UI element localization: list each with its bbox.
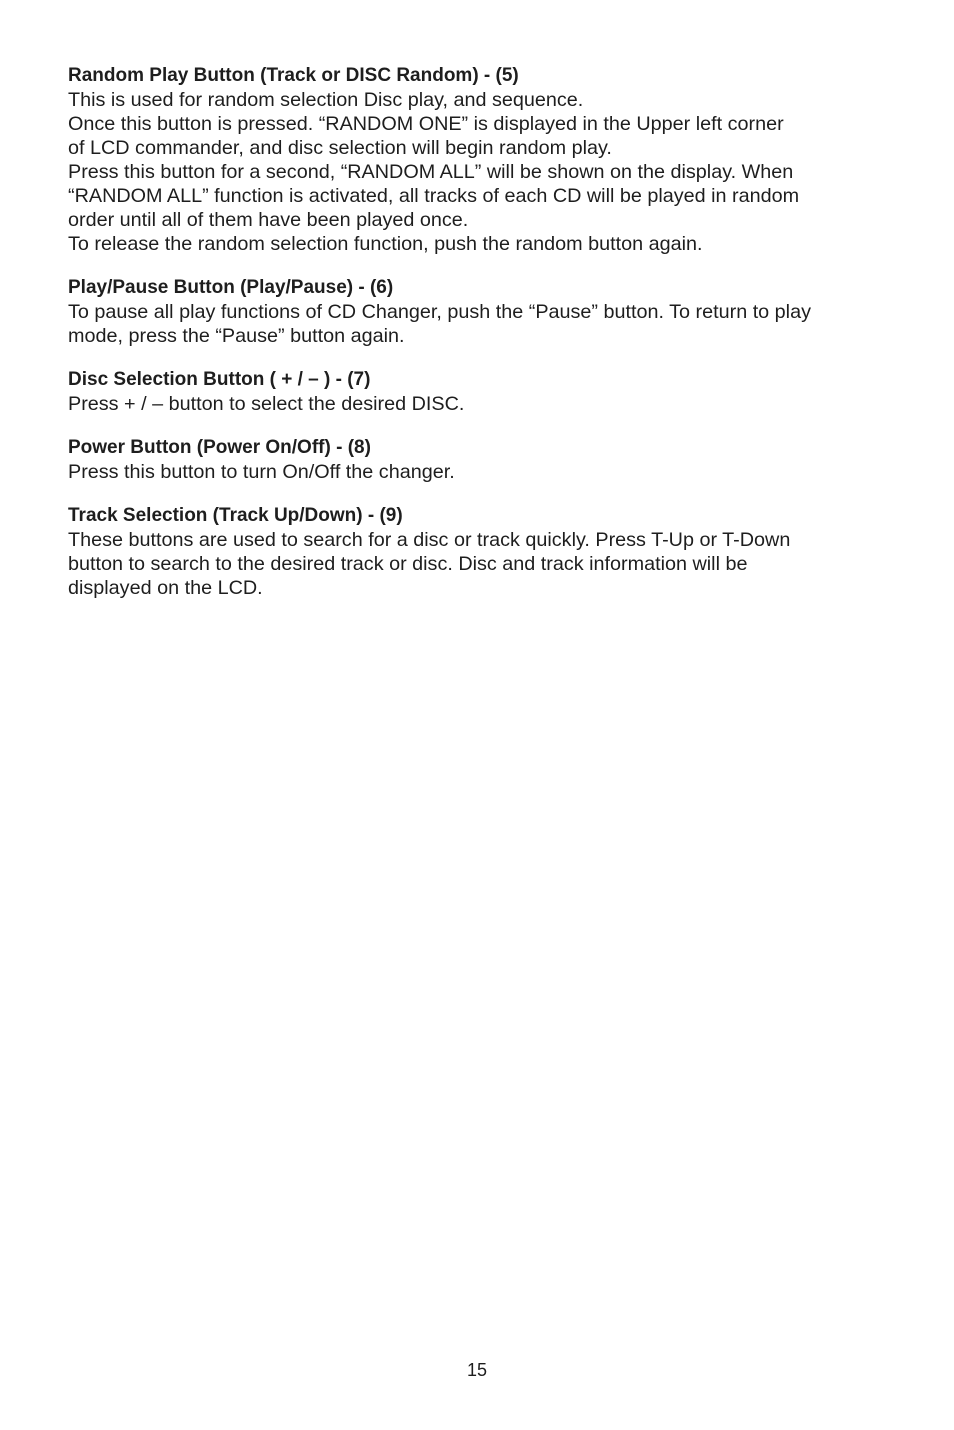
section-line: To pause all play functions of CD Changer, push the “Pause” button. To return to play xyxy=(68,301,811,323)
section-line: Once this button is pressed. “RANDOM ONE” is displayed in the Upper left corner xyxy=(68,113,784,135)
section-disc-selection xyxy=(68,368,898,416)
section-title: Random Play Button (Track or DISC Random) - (5) xyxy=(68,65,519,86)
page-number: 15 xyxy=(466,1360,488,1380)
section-line: mode, press the “Pause” button again. xyxy=(68,325,405,347)
section-line: These buttons are used to search for a disc or track quickly. Press T-Up or T-Down xyxy=(68,529,791,551)
section-power xyxy=(68,436,898,484)
section-title: Track Selection (Track Up/Down) - (9) xyxy=(68,505,403,526)
document-body xyxy=(68,64,898,620)
section-line: “RANDOM ALL” function is activated, all tracks of each CD will be played in random xyxy=(68,185,800,207)
section-line: Press + / – button to select the desired DISC. xyxy=(68,393,465,415)
section-line: order until all of them have been played once. xyxy=(68,209,469,231)
section-line: To release the random selection function, push the random button again. xyxy=(68,233,703,255)
section-line: of LCD commander, and disc selection will begin random play. xyxy=(68,137,612,159)
section-title: Disc Selection Button ( + / – ) - (7) xyxy=(68,369,371,390)
section-random-play xyxy=(68,64,898,256)
section-line: displayed on the LCD. xyxy=(68,577,263,599)
section-title: Play/Pause Button (Play/Pause) - (6) xyxy=(68,277,394,298)
section-play-pause xyxy=(68,276,898,348)
section-line: This is used for random selection Disc play, and sequence. xyxy=(68,89,584,111)
section-line: Press this button for a second, “RANDOM ALL” will be shown on the display. When xyxy=(68,161,794,183)
section-title: Power Button (Power On/Off) - (8) xyxy=(68,437,371,458)
section-line: button to search to the desired track or disc. Disc and track information will be xyxy=(68,553,748,575)
section-line: Press this button to turn On/Off the changer. xyxy=(68,461,455,483)
section-track-selection xyxy=(68,504,898,600)
